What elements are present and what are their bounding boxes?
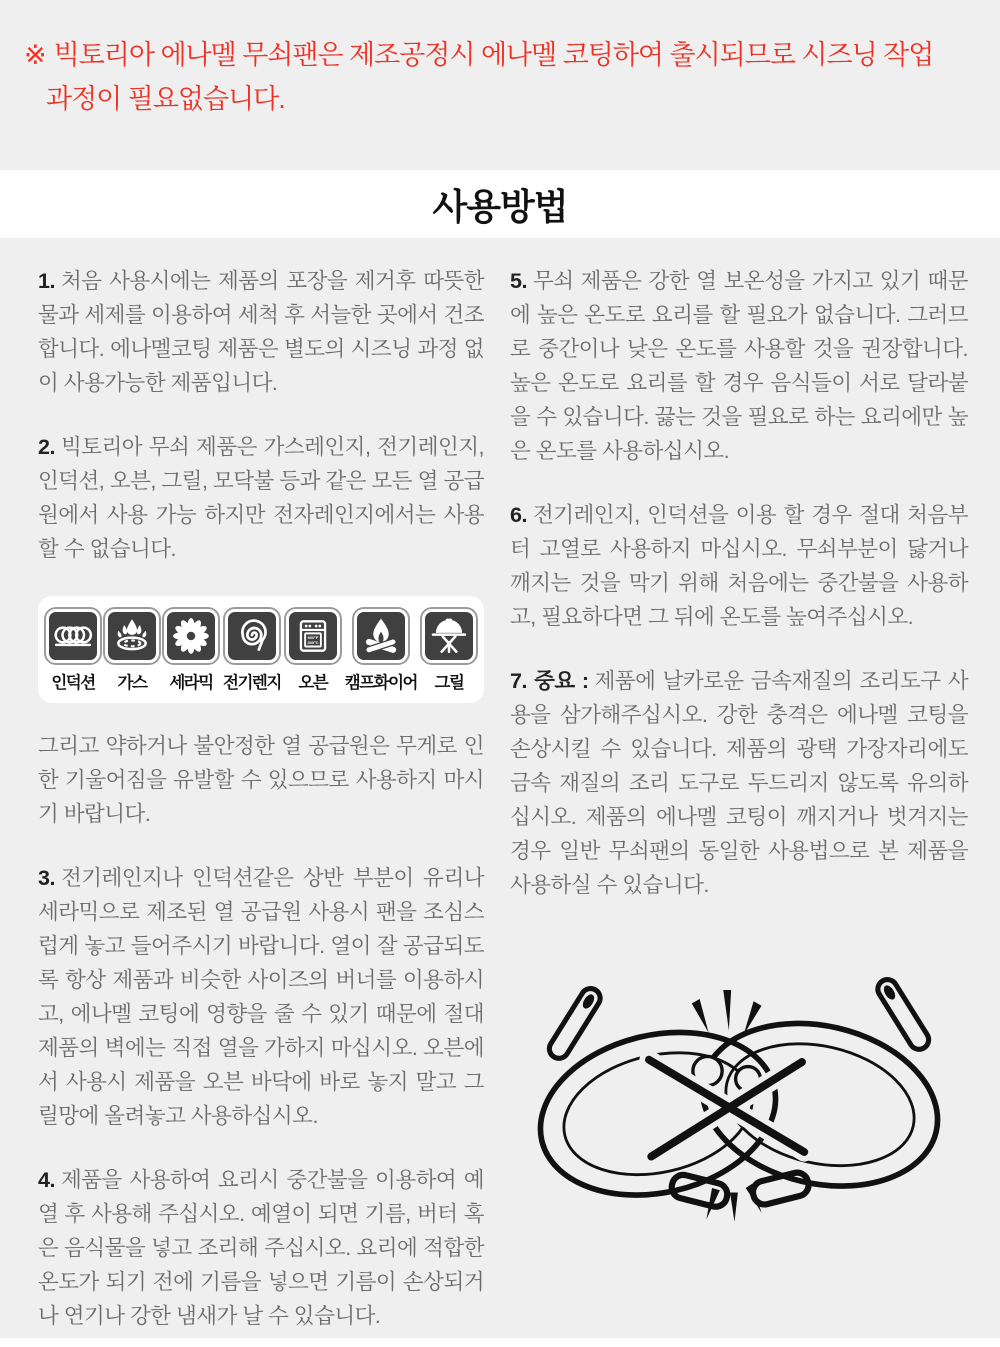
heat-item-gas — [105, 609, 159, 693]
induction-icon — [46, 609, 100, 663]
instruction-7: 7. 중요 : 제품에 날카로운 금속재질의 조리도구 사용을 삼가해주십시오. 강한 충격은 에나멜 코팅을 손상시킬 수 있습니다. 제품의 광택 가장자리에도 금속 재질의 조리 도구로 두드리지 않도록 유의하십시오. 제품의 에나멜 코팅이 깨지거나 벗겨지는 경우 일반 무쇠팬의 동일한 사용법으로 본 제품을 사용하실 수 있습니다. — [510, 669, 968, 897]
grill-icon — [422, 609, 476, 663]
heat-item-campfire — [345, 609, 417, 693]
heat-source-strip — [38, 596, 484, 703]
heat-label: 가스 — [117, 674, 147, 692]
instructions-columns — [0, 238, 1000, 1347]
page-title: 사용방법 — [432, 185, 568, 227]
ceramic-flower-icon — [164, 609, 218, 663]
heat-label: 전기렌지 — [223, 674, 281, 692]
seasoning-notice-text: ※ 빅토리아 에나멜 무쇠팬은 제조공정시 에나멜 코팅하여 출시되므로 시즈닝 작업 과정이 필요없습니다. — [24, 40, 934, 114]
electric-coil-icon — [225, 609, 279, 663]
seasoning-notice — [0, 0, 1000, 170]
bottom-strip — [0, 1338, 1000, 1347]
instruction-4: 4. 제품을 사용하여 요리시 중간불을 이용하여 예열 후 사용해 주십시오. 예열이 되면 기름, 버터 혹은 음식물을 넣고 조리해 주십시오. 요리에 적합한 온도가 되기 전에 기름을 넣으면 기름이 손상되거나 연기나 강한 냄새가 날 수 있습니다. — [38, 1168, 484, 1328]
campfire-icon — [354, 609, 408, 663]
instruction-5: 5. 무쇠 제품은 강한 열 보온성을 가지고 있기 때문에 높은 온도로 요리를 할 필요가 없습니다. 그러므로 중간이나 낮은 온도를 사용할 것을 권장합니다. 높은 온도로 요리를 할 경우 음식들이 서로 달라붙을 수 있습니다. 끓는 것을 필요로 하는 요리에만 높은 온도를 사용하십시오. — [510, 269, 968, 463]
heat-item-ceramic — [164, 609, 218, 693]
pan-collision-warning-illustration — [510, 936, 968, 1229]
right-column — [510, 264, 968, 1347]
svg-text:600°F: 600°F — [307, 635, 319, 641]
oven-icon — [286, 609, 340, 663]
heat-label: 캠프화이어 — [344, 674, 417, 692]
heat-label: 그릴 — [434, 674, 464, 692]
heat-label: 세라믹 — [169, 674, 213, 692]
left-column — [38, 264, 484, 1347]
heat-item-electric-range — [223, 609, 281, 693]
title-band — [0, 170, 1000, 238]
instruction-1: 1. 처음 사용시에는 제품의 포장을 제거후 따뜻한 물과 세제를 이용하여 세척 후 서늘한 곳에서 건조합니다. 에나멜코팅 제품은 별도의 시즈닝 과정 없이 사용가능한 제품입니다. — [38, 269, 484, 395]
heat-item-grill — [422, 609, 476, 693]
heat-label: 오븐 — [298, 674, 328, 692]
svg-text:300°C: 300°C — [307, 639, 319, 645]
heat-strip-note: 그리고 약하거나 불안정한 열 공급원은 무게로 인한 기울어짐을 유발할 수 있으므로 사용하지 마시기 바랍니다. — [38, 734, 484, 826]
instruction-6: 6. 전기레인지, 인덕션을 이용 할 경우 절대 처음부터 고열로 사용하지 마십시오. 무쇠부분이 닳거나 깨지는 것을 막기 위해 처음에는 중간불을 사용하고, 필요하다면 그 뒤에 온도를 높여주십시오. — [510, 503, 968, 629]
heat-label: 인덕션 — [51, 674, 95, 692]
instruction-2: 2. 빅토리아 무쇠 제품은 가스레인지, 전기레인지, 인덕션, 오븐, 그릴, 모닥불 등과 같은 모든 열 공급원에서 사용 가능 하지만 전자레인지에서는 사용할 수 없습니다. — [38, 435, 484, 561]
heat-item-induction — [46, 609, 100, 693]
instruction-3: 3. 전기레인지나 인덕션같은 상반 부분이 유리나 세라믹으로 제조된 열 공급원 사용시 팬을 조심스럽게 놓고 들어주시기 바랍니다. 열이 잘 공급되도록 항상 제품과 비슷한 사이즈의 버너를 이용하시고, 에나멜 코팅에 영향을 줄 수 있기 때문에 절대 제품의 벽에는 직접 열을 가하지 마십시오. 오븐에서 사용시 제품을 오븐 바닥에 바로 놓지 말고 그릴망에 올려놓고 사용하십시오. — [38, 866, 484, 1128]
gas-burner-icon — [105, 609, 159, 663]
reference-mark: ※ — [24, 40, 46, 70]
heat-item-oven — [286, 609, 340, 693]
